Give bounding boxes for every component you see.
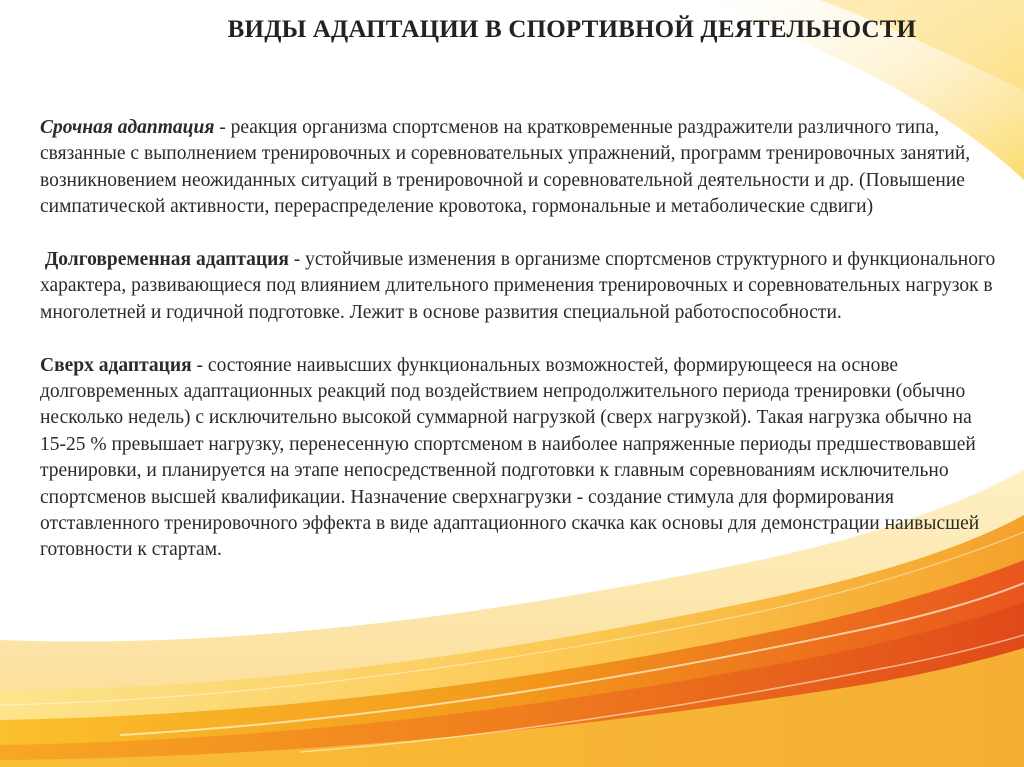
definition-super-adaptation: - состояние наивысших функциональных возможностей, формирующееся на основе долговременных адаптационных реакций под воздействием непродолжительного периода тренировки (обычно несколько недель) с исключительно высокой суммарной нагрузкой (сверх нагрузкой). Такая нагрузка обычно на 15-25 % превышает нагрузку, перенесенную спортсменом в наиболее напряженные периоды предшествовавшей тренировки, и планируется на этапе непосредственной подготовки к главным соревнованиям исключительно спортсменов высшей квалификации. Назначение сверхнагрузки - создание стимула для формирования отставленного тренировочного эффекта в виде адаптационного скачка как основы для демонстрации наивысшей готовности к стартам. [40,354,980,561]
slide-title: ВИДЫ АДАПТАЦИИ В СПОРТИВНОЙ ДЕЯТЕЛЬНОСТИ [227,16,917,43]
slide-body [40,115,1000,590]
term-long-term-adaptation: Долговременная адаптация [44,249,289,271]
definition-long-term-adaptation: - устойчивые изменения в организме спортсменов структурного и функционального характера, развивающиеся под влиянием длительного применения тренировочных и соревновательных нагрузок в многолетней и годичной подготовке. Лежит в основе развития специальной работоспособности. [40,249,996,323]
term-urgent-adaptation: Срочная адаптация [40,117,215,138]
term-super-adaptation: Сверх адаптация [40,354,192,376]
paragraph-long-term-adaptation [40,247,1000,326]
paragraph-urgent-adaptation [40,115,1000,221]
definition-urgent-adaptation: - реакция организма спортсменов на кратковременные раздражители различного типа, связанные с выполнением тренировочных и соревновательных упражнений, программ тренировочных занятий, возникновением неожиданных ситуаций в тренировочной и соревновательной деятельности и др. (Повышение симпатической активности, перераспределение кровотока, гормональные и метаболические сдвиги) [40,117,971,218]
paragraph-super-adaptation [40,353,1000,564]
